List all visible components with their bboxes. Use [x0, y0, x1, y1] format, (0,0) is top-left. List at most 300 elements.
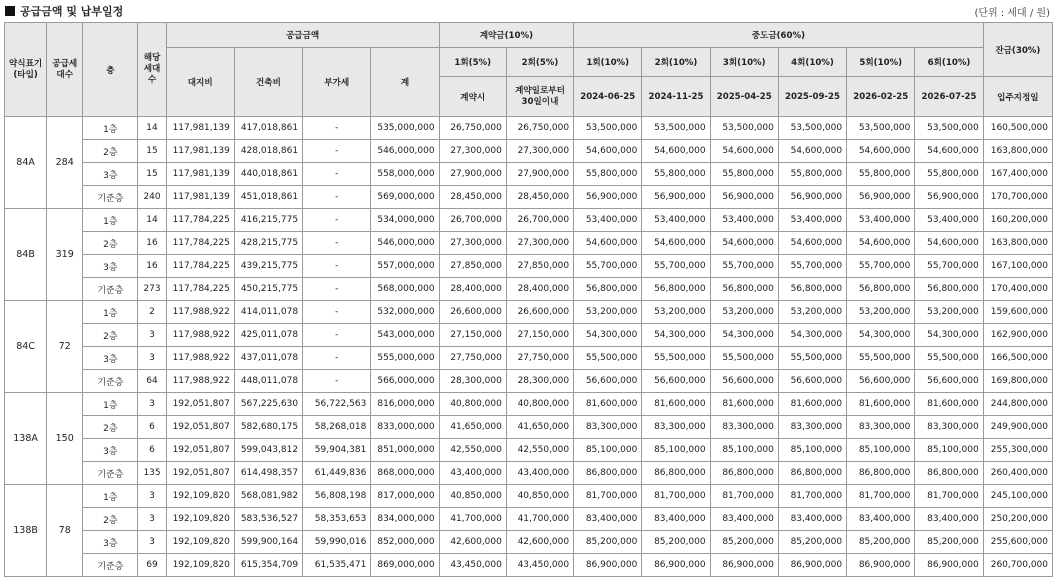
amount-cell: 85,200,000 — [642, 531, 710, 554]
amount-cell: 41,700,000 — [506, 508, 573, 531]
header-vat: 부가세 — [303, 48, 371, 117]
amount-cell: 83,400,000 — [710, 508, 778, 531]
amount-cell: 28,400,000 — [506, 278, 573, 301]
amount-cell: 27,900,000 — [439, 163, 506, 186]
header-mid-date-1: 2024-06-25 — [574, 77, 642, 117]
amount-cell: 58,268,018 — [303, 416, 371, 439]
floor-cell: 2층 — [83, 232, 138, 255]
amount-cell: - — [303, 117, 371, 140]
amount-cell: 54,600,000 — [778, 232, 846, 255]
amount-cell: 85,200,000 — [915, 531, 983, 554]
amount-cell: 834,000,000 — [371, 508, 439, 531]
amount-cell: 86,900,000 — [915, 554, 983, 577]
header-mid-date-3: 2025-04-25 — [710, 77, 778, 117]
header-type: 약식표기(타입) — [5, 23, 47, 117]
amount-cell: 615,354,709 — [234, 554, 302, 577]
amount-cell: 170,400,000 — [983, 278, 1052, 301]
amount-cell: 54,600,000 — [642, 140, 710, 163]
amount-cell: 28,300,000 — [439, 370, 506, 393]
amount-cell: 27,300,000 — [506, 232, 573, 255]
amount-cell: 56,800,000 — [574, 278, 642, 301]
amount-cell: 53,200,000 — [642, 301, 710, 324]
amount-cell: 567,225,630 — [234, 393, 302, 416]
amount-cell: 117,981,139 — [166, 186, 234, 209]
amount-cell: 81,600,000 — [778, 393, 846, 416]
table-row — [5, 370, 1053, 393]
header-supply-units: 공급세대수 — [47, 23, 83, 117]
amount-cell: 56,800,000 — [847, 278, 915, 301]
amount-cell: 53,400,000 — [710, 209, 778, 232]
amount-cell: 56,900,000 — [710, 186, 778, 209]
amount-cell: 532,000,000 — [371, 301, 439, 324]
table-row — [5, 186, 1053, 209]
amount-cell: 54,300,000 — [642, 324, 710, 347]
header-mid-date-5: 2026-02-25 — [847, 77, 915, 117]
amount-cell: 27,750,000 — [506, 347, 573, 370]
amount-cell: 85,200,000 — [574, 531, 642, 554]
header-mid-date-2: 2024-11-25 — [642, 77, 710, 117]
amount-cell: 55,700,000 — [847, 255, 915, 278]
amount-cell: 117,784,225 — [166, 278, 234, 301]
floor-cell: 3층 — [83, 531, 138, 554]
amount-cell: 86,800,000 — [778, 462, 846, 485]
amount-cell: 56,600,000 — [710, 370, 778, 393]
amount-cell: 260,700,000 — [983, 554, 1052, 577]
amount-cell: 85,100,000 — [915, 439, 983, 462]
amount-cell: - — [303, 324, 371, 347]
floor-units-cell: 69 — [138, 554, 166, 577]
amount-cell: 117,981,139 — [166, 117, 234, 140]
amount-cell: 85,200,000 — [778, 531, 846, 554]
amount-cell: 53,400,000 — [915, 209, 983, 232]
floor-cell: 기준층 — [83, 370, 138, 393]
amount-cell: 85,200,000 — [847, 531, 915, 554]
amount-cell: 543,000,000 — [371, 324, 439, 347]
amount-cell: 53,200,000 — [915, 301, 983, 324]
amount-cell: - — [303, 140, 371, 163]
amount-cell: 86,900,000 — [710, 554, 778, 577]
floor-units-cell: 3 — [138, 531, 166, 554]
amount-cell: 86,900,000 — [574, 554, 642, 577]
amount-cell: 546,000,000 — [371, 140, 439, 163]
amount-cell: 40,800,000 — [506, 393, 573, 416]
amount-cell: 83,400,000 — [642, 508, 710, 531]
amount-cell: 417,018,861 — [234, 117, 302, 140]
amount-cell: 599,900,164 — [234, 531, 302, 554]
amount-cell: 852,000,000 — [371, 531, 439, 554]
amount-cell: 41,700,000 — [439, 508, 506, 531]
header-middle: 중도금(60%) — [574, 23, 984, 48]
amount-cell: 54,600,000 — [847, 140, 915, 163]
amount-cell: 56,808,198 — [303, 485, 371, 508]
floor-units-cell: 240 — [138, 186, 166, 209]
floor-units-cell: 3 — [138, 324, 166, 347]
supply-units-cell: 78 — [47, 485, 83, 577]
amount-cell: 169,800,000 — [983, 370, 1052, 393]
amount-cell: 249,900,000 — [983, 416, 1052, 439]
amount-cell: 448,011,078 — [234, 370, 302, 393]
amount-cell: 53,200,000 — [574, 301, 642, 324]
amount-cell: 869,000,000 — [371, 554, 439, 577]
table-row — [5, 117, 1053, 140]
header-dep1-when: 계약시 — [439, 77, 506, 117]
amount-cell: 26,750,000 — [506, 117, 573, 140]
amount-cell: 53,500,000 — [642, 117, 710, 140]
amount-cell: 166,500,000 — [983, 347, 1052, 370]
amount-cell: 86,800,000 — [847, 462, 915, 485]
table-row — [5, 301, 1053, 324]
amount-cell: 56,600,000 — [642, 370, 710, 393]
amount-cell: - — [303, 347, 371, 370]
amount-cell: 40,800,000 — [439, 393, 506, 416]
amount-cell: 53,400,000 — [642, 209, 710, 232]
table-row — [5, 209, 1053, 232]
amount-cell: 83,400,000 — [778, 508, 846, 531]
header-mid-1: 1회(10%) — [574, 48, 642, 77]
type-cell: 84B — [5, 209, 47, 301]
floor-cell: 1층 — [83, 301, 138, 324]
table-body — [5, 117, 1053, 577]
floor-cell: 2층 — [83, 324, 138, 347]
amount-cell: 163,800,000 — [983, 140, 1052, 163]
floor-cell: 2층 — [83, 416, 138, 439]
amount-cell: 43,450,000 — [439, 554, 506, 577]
amount-cell: 55,800,000 — [915, 163, 983, 186]
header-balance: 잔금(30%) — [983, 23, 1052, 77]
amount-cell: 81,700,000 — [778, 485, 846, 508]
amount-cell: 117,981,139 — [166, 163, 234, 186]
section-title — [5, 3, 123, 19]
amount-cell: 851,000,000 — [371, 439, 439, 462]
header-dep2-when: 계약일로부터 30일이내 — [506, 77, 573, 117]
floor-cell: 3층 — [83, 255, 138, 278]
amount-cell: 43,400,000 — [439, 462, 506, 485]
amount-cell: 81,600,000 — [710, 393, 778, 416]
amount-cell: 245,100,000 — [983, 485, 1052, 508]
amount-cell: 53,400,000 — [574, 209, 642, 232]
amount-cell: 56,900,000 — [847, 186, 915, 209]
amount-cell: 58,353,653 — [303, 508, 371, 531]
amount-cell: 428,215,775 — [234, 232, 302, 255]
amount-cell: 81,700,000 — [710, 485, 778, 508]
amount-cell: 192,051,807 — [166, 416, 234, 439]
floor-cell: 기준층 — [83, 462, 138, 485]
amount-cell: 86,900,000 — [778, 554, 846, 577]
amount-cell: 167,100,000 — [983, 255, 1052, 278]
floor-units-cell: 15 — [138, 163, 166, 186]
amount-cell: 192,051,807 — [166, 439, 234, 462]
amount-cell: 55,700,000 — [574, 255, 642, 278]
amount-cell: 53,200,000 — [710, 301, 778, 324]
amount-cell: 26,600,000 — [506, 301, 573, 324]
amount-cell: 27,300,000 — [439, 232, 506, 255]
amount-cell: 450,215,775 — [234, 278, 302, 301]
amount-cell: - — [303, 163, 371, 186]
amount-cell: 117,988,922 — [166, 324, 234, 347]
amount-cell: 54,300,000 — [915, 324, 983, 347]
floor-units-cell: 273 — [138, 278, 166, 301]
amount-cell: 27,300,000 — [439, 140, 506, 163]
amount-cell: 27,850,000 — [506, 255, 573, 278]
amount-cell: 569,000,000 — [371, 186, 439, 209]
amount-cell: 53,500,000 — [778, 117, 846, 140]
amount-cell: 534,000,000 — [371, 209, 439, 232]
amount-cell: 40,850,000 — [439, 485, 506, 508]
amount-cell: 83,400,000 — [847, 508, 915, 531]
amount-cell: 53,400,000 — [778, 209, 846, 232]
table-row — [5, 508, 1053, 531]
table-row — [5, 140, 1053, 163]
floor-cell: 기준층 — [83, 554, 138, 577]
amount-cell: 54,600,000 — [778, 140, 846, 163]
amount-cell: 117,784,225 — [166, 255, 234, 278]
table-row — [5, 324, 1053, 347]
amount-cell: 54,600,000 — [710, 232, 778, 255]
supply-units-cell: 319 — [47, 209, 83, 301]
amount-cell: 599,043,812 — [234, 439, 302, 462]
floor-units-cell: 3 — [138, 347, 166, 370]
amount-cell: 55,800,000 — [847, 163, 915, 186]
floor-units-cell: 3 — [138, 508, 166, 531]
amount-cell: - — [303, 209, 371, 232]
floor-cell: 3층 — [83, 347, 138, 370]
amount-cell: 54,300,000 — [710, 324, 778, 347]
amount-cell: 26,700,000 — [506, 209, 573, 232]
amount-cell: 425,011,078 — [234, 324, 302, 347]
amount-cell: 117,981,139 — [166, 140, 234, 163]
amount-cell: 53,500,000 — [574, 117, 642, 140]
amount-cell: 868,000,000 — [371, 462, 439, 485]
amount-cell: 437,011,078 — [234, 347, 302, 370]
header-total: 계 — [371, 48, 439, 117]
amount-cell: 55,700,000 — [642, 255, 710, 278]
amount-cell: 117,784,225 — [166, 209, 234, 232]
amount-cell: 55,700,000 — [915, 255, 983, 278]
amount-cell: 54,600,000 — [847, 232, 915, 255]
amount-cell: 160,200,000 — [983, 209, 1052, 232]
amount-cell: 42,550,000 — [439, 439, 506, 462]
floor-units-cell: 6 — [138, 439, 166, 462]
amount-cell: 61,449,836 — [303, 462, 371, 485]
amount-cell: 55,800,000 — [778, 163, 846, 186]
amount-cell: 59,990,016 — [303, 531, 371, 554]
amount-cell: 192,109,820 — [166, 508, 234, 531]
amount-cell: 81,600,000 — [642, 393, 710, 416]
header-deposit: 계약금(10%) — [439, 23, 574, 48]
amount-cell: 43,450,000 — [506, 554, 573, 577]
amount-cell: 43,400,000 — [506, 462, 573, 485]
header-mid-5: 5회(10%) — [847, 48, 915, 77]
amount-cell: 56,800,000 — [710, 278, 778, 301]
amount-cell: - — [303, 370, 371, 393]
amount-cell: 27,150,000 — [506, 324, 573, 347]
amount-cell: 83,300,000 — [847, 416, 915, 439]
floor-cell: 2층 — [83, 508, 138, 531]
amount-cell: 55,500,000 — [642, 347, 710, 370]
amount-cell: 41,650,000 — [439, 416, 506, 439]
amount-cell: 83,300,000 — [915, 416, 983, 439]
amount-cell: 42,600,000 — [439, 531, 506, 554]
amount-cell: 83,300,000 — [710, 416, 778, 439]
header-building: 건축비 — [234, 48, 302, 117]
amount-cell: 816,000,000 — [371, 393, 439, 416]
amount-cell: 56,600,000 — [574, 370, 642, 393]
amount-cell: 55,700,000 — [710, 255, 778, 278]
amount-cell: 55,500,000 — [574, 347, 642, 370]
amount-cell: 56,900,000 — [574, 186, 642, 209]
amount-cell: 81,700,000 — [574, 485, 642, 508]
amount-cell: 117,784,225 — [166, 232, 234, 255]
floor-cell: 2층 — [83, 140, 138, 163]
amount-cell: 255,300,000 — [983, 439, 1052, 462]
amount-cell: 54,300,000 — [778, 324, 846, 347]
amount-cell: 167,400,000 — [983, 163, 1052, 186]
amount-cell: 192,051,807 — [166, 393, 234, 416]
amount-cell: 54,300,000 — [847, 324, 915, 347]
amount-cell: 428,018,861 — [234, 140, 302, 163]
amount-cell: 55,500,000 — [847, 347, 915, 370]
header-supply-amount: 공급금액 — [166, 23, 439, 48]
amount-cell: 40,850,000 — [506, 485, 573, 508]
amount-cell: 86,800,000 — [642, 462, 710, 485]
type-cell: 138B — [5, 485, 47, 577]
amount-cell: 81,700,000 — [642, 485, 710, 508]
amount-cell: - — [303, 255, 371, 278]
table-row — [5, 232, 1053, 255]
amount-cell: 53,500,000 — [847, 117, 915, 140]
amount-cell: 117,988,922 — [166, 370, 234, 393]
header-mid-date-4: 2025-09-25 — [778, 77, 846, 117]
table-row — [5, 163, 1053, 186]
floor-units-cell: 14 — [138, 117, 166, 140]
amount-cell: 83,300,000 — [574, 416, 642, 439]
amount-cell: 192,109,820 — [166, 531, 234, 554]
table-row — [5, 462, 1053, 485]
amount-cell: 27,900,000 — [506, 163, 573, 186]
amount-cell: 28,450,000 — [506, 186, 573, 209]
amount-cell: 55,700,000 — [778, 255, 846, 278]
table-row — [5, 416, 1053, 439]
header-balance-when: 입주지정일 — [983, 77, 1052, 117]
amount-cell: 54,600,000 — [915, 232, 983, 255]
amount-cell: 451,018,861 — [234, 186, 302, 209]
amount-cell: 170,700,000 — [983, 186, 1052, 209]
unit-label: (단위 : 세대 / 원) — [974, 8, 1050, 19]
floor-units-cell: 16 — [138, 255, 166, 278]
supply-units-cell: 72 — [47, 301, 83, 393]
floor-units-cell: 3 — [138, 393, 166, 416]
amount-cell: 53,500,000 — [710, 117, 778, 140]
amount-cell: 28,400,000 — [439, 278, 506, 301]
amount-cell: 86,800,000 — [915, 462, 983, 485]
amount-cell: 56,722,563 — [303, 393, 371, 416]
floor-cell: 3층 — [83, 163, 138, 186]
floor-units-cell: 64 — [138, 370, 166, 393]
amount-cell: 81,700,000 — [847, 485, 915, 508]
amount-cell: 546,000,000 — [371, 232, 439, 255]
header-mid-2: 2회(10%) — [642, 48, 710, 77]
amount-cell: 162,900,000 — [983, 324, 1052, 347]
amount-cell: 55,500,000 — [915, 347, 983, 370]
floor-cell: 3층 — [83, 439, 138, 462]
amount-cell: 54,600,000 — [574, 140, 642, 163]
floor-units-cell: 6 — [138, 416, 166, 439]
amount-cell: - — [303, 301, 371, 324]
amount-cell: 53,200,000 — [847, 301, 915, 324]
amount-cell: 28,450,000 — [439, 186, 506, 209]
floor-units-cell: 14 — [138, 209, 166, 232]
amount-cell: 557,000,000 — [371, 255, 439, 278]
amount-cell: 56,600,000 — [915, 370, 983, 393]
square-bullet-icon — [5, 6, 15, 16]
amount-cell: 81,700,000 — [915, 485, 983, 508]
amount-cell: 27,300,000 — [506, 140, 573, 163]
amount-cell: 582,680,175 — [234, 416, 302, 439]
amount-cell: 81,600,000 — [847, 393, 915, 416]
amount-cell: 54,600,000 — [574, 232, 642, 255]
amount-cell: 26,750,000 — [439, 117, 506, 140]
amount-cell: 28,300,000 — [506, 370, 573, 393]
section-header — [0, 0, 1058, 22]
amount-cell: 414,011,078 — [234, 301, 302, 324]
amount-cell: 55,800,000 — [642, 163, 710, 186]
amount-cell: 56,600,000 — [847, 370, 915, 393]
amount-cell: 55,500,000 — [778, 347, 846, 370]
amount-cell: 86,900,000 — [642, 554, 710, 577]
amount-cell: 53,400,000 — [847, 209, 915, 232]
amount-cell: 54,600,000 — [642, 232, 710, 255]
amount-cell: 568,081,982 — [234, 485, 302, 508]
amount-cell: 192,109,820 — [166, 485, 234, 508]
table-row — [5, 393, 1053, 416]
type-cell: 138A — [5, 393, 47, 485]
amount-cell: 117,988,922 — [166, 301, 234, 324]
amount-cell: 59,904,381 — [303, 439, 371, 462]
header-mid-6: 6회(10%) — [915, 48, 983, 77]
amount-cell: 85,100,000 — [710, 439, 778, 462]
amount-cell: 54,600,000 — [915, 140, 983, 163]
amount-cell: 42,550,000 — [506, 439, 573, 462]
amount-cell: 85,100,000 — [847, 439, 915, 462]
amount-cell: 86,800,000 — [574, 462, 642, 485]
amount-cell: 61,535,471 — [303, 554, 371, 577]
amount-cell: 583,536,527 — [234, 508, 302, 531]
amount-cell: 42,600,000 — [506, 531, 573, 554]
table-row — [5, 485, 1053, 508]
amount-cell: 260,400,000 — [983, 462, 1052, 485]
table-row — [5, 255, 1053, 278]
floor-cell: 기준층 — [83, 186, 138, 209]
header-mid-3: 3회(10%) — [710, 48, 778, 77]
header-dep2: 2회(5%) — [506, 48, 573, 77]
supply-units-cell: 284 — [47, 117, 83, 209]
amount-cell: 568,000,000 — [371, 278, 439, 301]
amount-cell: 535,000,000 — [371, 117, 439, 140]
amount-cell: 55,800,000 — [710, 163, 778, 186]
supply-units-cell: 150 — [47, 393, 83, 485]
amount-cell: - — [303, 278, 371, 301]
amount-cell: 192,109,820 — [166, 554, 234, 577]
amount-cell: 55,800,000 — [574, 163, 642, 186]
floor-cell: 기준층 — [83, 278, 138, 301]
amount-cell: 83,300,000 — [642, 416, 710, 439]
floor-cell: 1층 — [83, 209, 138, 232]
header-land: 대지비 — [166, 48, 234, 117]
amount-cell: 56,800,000 — [915, 278, 983, 301]
amount-cell: 56,900,000 — [642, 186, 710, 209]
header-floor: 층 — [83, 23, 138, 117]
amount-cell: 117,988,922 — [166, 347, 234, 370]
